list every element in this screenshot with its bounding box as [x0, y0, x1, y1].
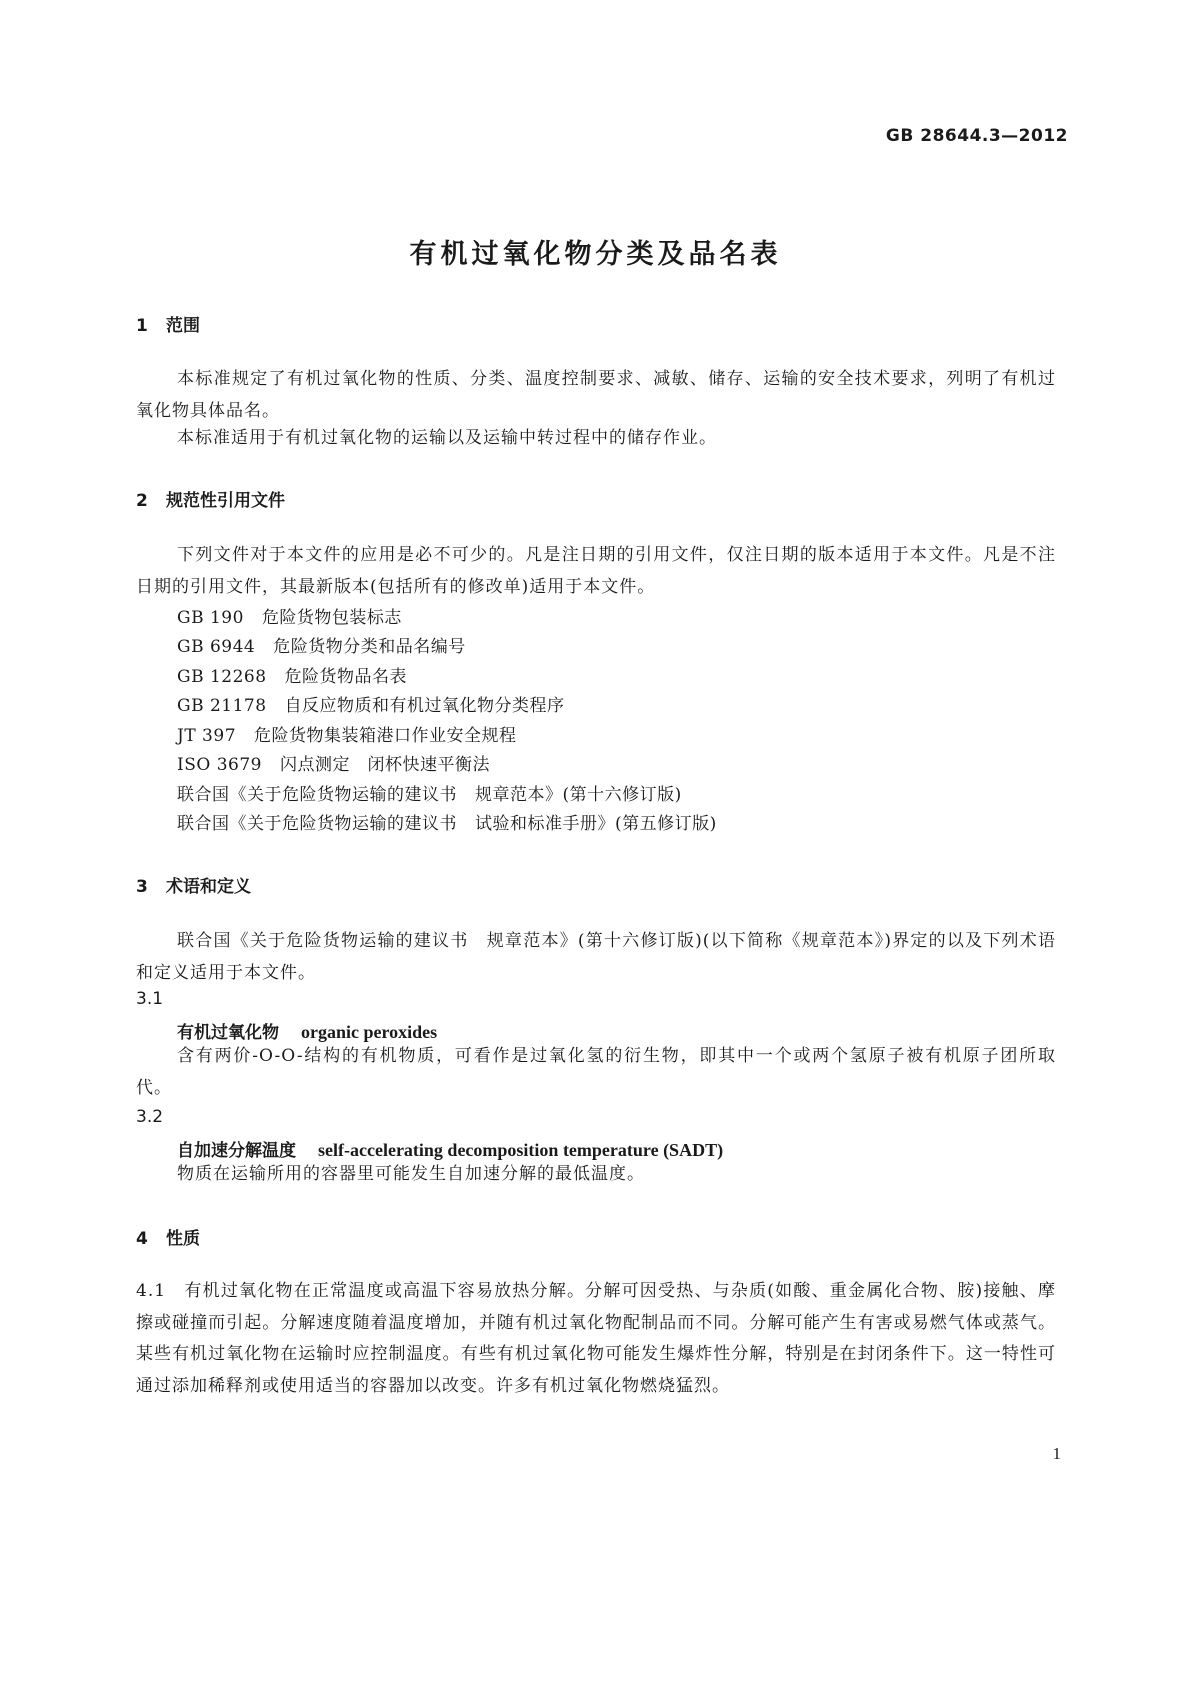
section-3-heading — [136, 872, 251, 897]
reference-item: 联合国《关于危险货物运输的建议书 规章范本》(第十六修订版) — [177, 785, 682, 805]
term-chinese: 有机过氧化物 — [177, 1023, 279, 1043]
section-3-paragraph-1: 联合国《关于危险货物运输的建议书 规章范本》(第十六修订版)(以下简称《规章范本》)界定的以及下列术语和定义适用于本文件。 — [136, 931, 1056, 983]
section-number: 4 — [136, 1229, 148, 1249]
section-1-paragraph-1: 本标准规定了有机过氧化物的性质、分类、温度控制要求、减敏、储存、运输的安全技术要求，列明了有机过氧化物具体品名。 — [136, 369, 1056, 421]
section-title: 规范性引用文件 — [166, 491, 285, 511]
term-definition: 含有两价-O-O-结构的有机物质，可看作是过氧化氢的衍生物，即其中一个或两个氢原子被有机原子团所取代。 — [136, 1046, 1056, 1098]
term-english: organic peroxides — [301, 1022, 438, 1042]
document-title: 有机过氧化物分类及品名表 — [409, 239, 782, 270]
section-title: 性质 — [166, 1229, 200, 1249]
section-title: 术语和定义 — [166, 877, 251, 897]
term-heading — [177, 1018, 437, 1043]
reference-item: GB 21178 自反应物质和有机过氧化物分类程序 — [177, 696, 565, 716]
section-number: 3 — [136, 877, 148, 897]
section-1-heading — [136, 311, 200, 336]
standard-number: GB 28644.3—2012 — [885, 126, 1068, 146]
term-definition: 物质在运输所用的容器里可能发生自加速分解的最低温度。 — [177, 1164, 645, 1184]
section-2-heading — [136, 486, 285, 511]
section-1-paragraph-2: 本标准适用于有机过氧化物的运输以及运输中转过程中的储存作业。 — [177, 428, 717, 448]
term-english: self-accelerating decomposition temperature (SADT) — [318, 1140, 724, 1160]
reference-item: GB 6944 危险货物分类和品名编号 — [177, 637, 466, 657]
section-number: 1 — [136, 316, 148, 336]
section-title: 范围 — [166, 316, 200, 336]
page-number: 1 — [1052, 1444, 1061, 1463]
section-number: 2 — [136, 491, 148, 511]
section-4-heading — [136, 1224, 200, 1249]
term-number: 3.1 — [136, 989, 164, 1009]
reference-item: ISO 3679 闪点测定 闭杯快速平衡法 — [177, 755, 490, 775]
section-2-paragraph-1: 下列文件对于本文件的应用是必不可少的。凡是注日期的引用文件，仅注日期的版本适用于本文件。凡是不注日期的引用文件，其最新版本(包括所有的修改单)适用于本文件。 — [136, 545, 1056, 597]
reference-item: 联合国《关于危险货物运输的建议书 试验和标准手册》(第五修订版) — [177, 814, 717, 834]
reference-item: GB 12268 危险货物品名表 — [177, 667, 408, 687]
term-heading — [177, 1136, 723, 1161]
reference-item: GB 190 危险货物包装标志 — [177, 608, 402, 628]
section-4-paragraph-1: 4.1 有机过氧化物在正常温度或高温下容易放热分解。分解可因受热、与杂质(如酸、重金属化合物、胺)接触、摩擦或碰撞而引起。分解速度随着温度增加，并随有机过氧化物配制品而不同。分解可能产生有害或易燃气体或蒸气。某些有机过氧化物在运输时应控制温度。有些有机过氧化物可能发生爆炸性分解，特别是在封闭条件下。这一特性可通过添加稀释剂或使用适当的容器加以改变。许多有机过氧化物燃烧猛烈。 — [136, 1281, 1056, 1396]
term-chinese: 自加速分解温度 — [177, 1141, 296, 1161]
term-number: 3.2 — [136, 1107, 164, 1127]
reference-item: JT 397 危险货物集装箱港口作业安全规程 — [177, 726, 517, 746]
